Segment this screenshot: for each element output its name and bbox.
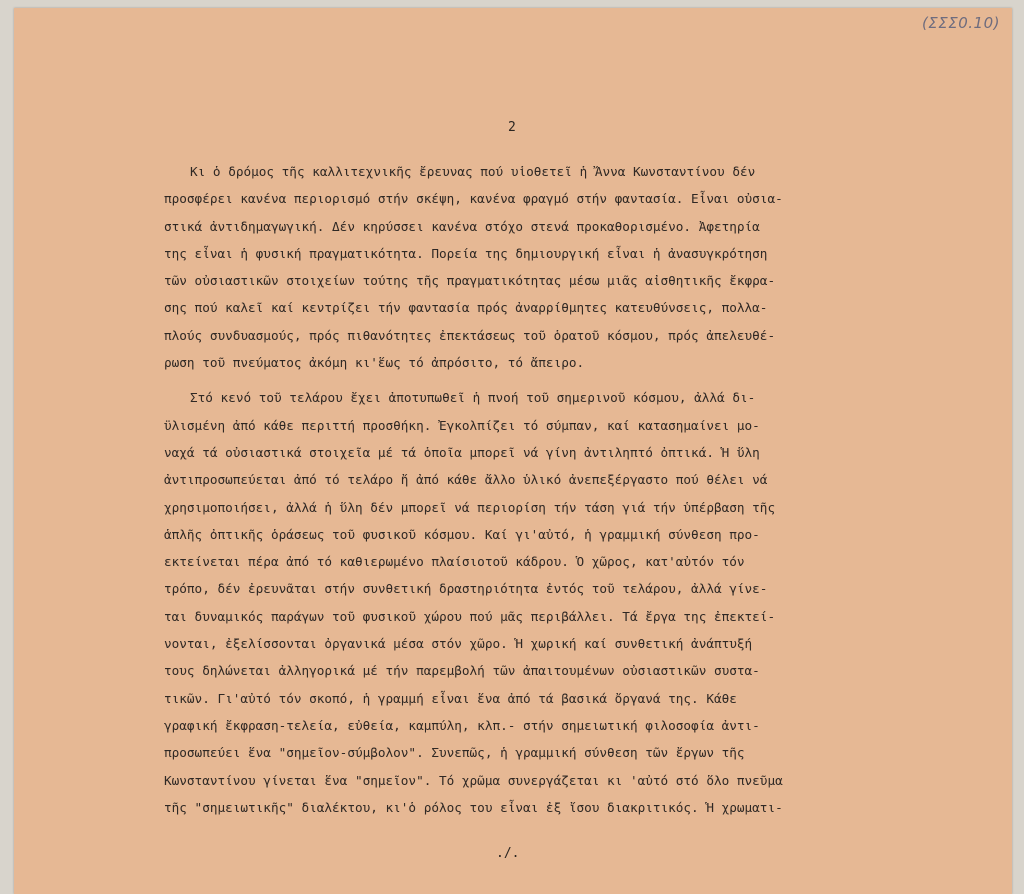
text-line: σης πού καλεῖ καί κεντρίζει τήν φαντασία πρός ἀναρρίθμητες κατευθύνσεις, πολλα-: [164, 300, 768, 316]
body-text: [164, 158, 884, 821]
text-line: τῆς "σημειωτικῆς" διαλέκτου, κι'ὁ ρόλος του εἶναι ἐξ ἴσου διακριτικός. Ἡ χρωματι-: [164, 799, 783, 815]
text-line: Κωνσταντίνου γίνεται ἕνα "σημεῖον". Τό χρῶμα συνεργάζεται κι 'αὐτό στό ὅλο πνεῦμα: [164, 772, 783, 788]
text-line: ϋλισμένη ἀπό κάθε περιττή προσθήκη. Ἐγκολπίζει τό σύμπαν, καί κατασημαίνει μο-: [164, 417, 760, 433]
text-line: προσφέρει κανένα περιορισμό στήν σκέψη, κανένα φραγμό στήν φαντασία. Εἶναι οὐσια-: [164, 191, 783, 207]
page-number: 2: [508, 120, 516, 135]
text-line: χρησιμοποιήσει, ἀλλά ἡ ὕλη δέν μπορεῖ νά περιορίση τήν τάση γιά τήν ὑπέρβαση τῆς: [164, 499, 776, 515]
paragraph-gap: [164, 376, 884, 384]
text-line: εκτείνεται πέρα ἀπό τό καθιερωμένο πλαίσιοτοῦ κάδρου. Ὁ χῶρος, κατ'αὐτόν τόν: [164, 554, 745, 570]
archive-reference-note: (ΣΣΣ0.10): [921, 14, 1000, 32]
continuation-mark: ./.: [496, 846, 520, 861]
text-line: ται δυναμικός παράγων τοῦ φυσικοῦ χώρου πού μᾶς περιβάλλει. Τά ἔργα της ἐπεκτεί-: [164, 608, 776, 624]
text-line: ἀντιπροσωπεύεται ἀπό τό τελάρο ἤ ἀπό κάθε ἄλλο ὑλικό ἀνεπεξέργαστο πού θέλει νά: [164, 472, 768, 488]
text-line: γραφική ἔκφραση-τελεία, εὐθεία, καμπύλη, κλπ.- στήν σημειωτική φιλοσοφία ἀντι-: [164, 717, 760, 733]
typewritten-page: [14, 8, 1012, 894]
paragraph-2: [164, 384, 884, 821]
text-line: στικά ἀντιδημαγωγική. Δέν κηρύσσει κανένα στόχο στενά προκαθορισμένο. Ἀφετηρία: [164, 218, 760, 234]
text-line: πλούς συνδυασμούς, πρός πιθανότητες ἐπεκτάσεως τοῦ ὁρατοῦ κόσμου, πρός ἀπελευθέ-: [164, 327, 776, 343]
text-line: τους δηλώνεται ἀλληγορικά μέ τήν παρεμβολή τῶν ἀπαιτουμένων οὐσιαστικῶν συστα-: [164, 663, 760, 679]
text-line: τικῶν. Γι'αὐτό τόν σκοπό, ἡ γραμμή εἶναι ἕνα ἀπό τά βασικά ὄργανά της. Κάθε: [164, 690, 737, 706]
text-line: νονται, ἐξελίσσονται ὀργανικά μέσα στόν χῶρο. Ἡ χωρική καί συνθετική ἀνάπτυξή: [164, 636, 753, 652]
text-line: τῶν οὐσιαστικῶν στοιχείων τούτης τῆς πραγματικότητας μέσω μιᾶς αἰσθητικῆς ἔκφρα-: [164, 273, 776, 289]
text-line: ναχά τά οὐσιαστικά στοιχεῖα μέ τά ὁποῖα μπορεῖ νά γίνη ἀντιληπτό ὀπτικά. Ἡ ὕλη: [164, 444, 760, 460]
text-line: ἁπλῆς ὀπτικῆς ὁράσεως τοῦ φυσικοῦ κόσμου. Καί γι'αὐτό, ἡ γραμμική σύνθεση προ-: [164, 526, 760, 542]
text-line: προσωπεύει ἕνα "σημεῖον-σύμβολον". Συνεπῶς, ἡ γραμμική σύνθεση τῶν ἔργων τῆς: [164, 745, 745, 761]
text-line: Στό κενό τοῦ τελάρου ἔχει ἀποτυπωθεῖ ἡ πνοή τοῦ σημερινοῦ κόσμου, ἀλλά δι-: [190, 390, 756, 406]
text-line: Κι ὁ δρόμος τῆς καλλιτεχνικῆς ἔρευνας πού υἱοθετεῖ ἡ Ἄννα Κωνσταντίνου δέν: [190, 164, 756, 179]
text-line: τρόπο, δέν ἐρευνᾶται στήν συνθετική δραστηριότητα ἐντός τοῦ τελάρου, ἀλλά γίνε-: [164, 581, 768, 597]
text-line: της εἶναι ἡ φυσική πραγματικότητα. Πορεία της δημιουργική εἶναι ἡ ἀνασυγκρότηση: [164, 245, 768, 261]
text-line: ρωση τοῦ πνεύματος ἀκόμη κι'ἕως τό ἀπρόσιτο, τό ἄπειρο.: [164, 355, 585, 371]
paragraph-1: [164, 158, 884, 376]
